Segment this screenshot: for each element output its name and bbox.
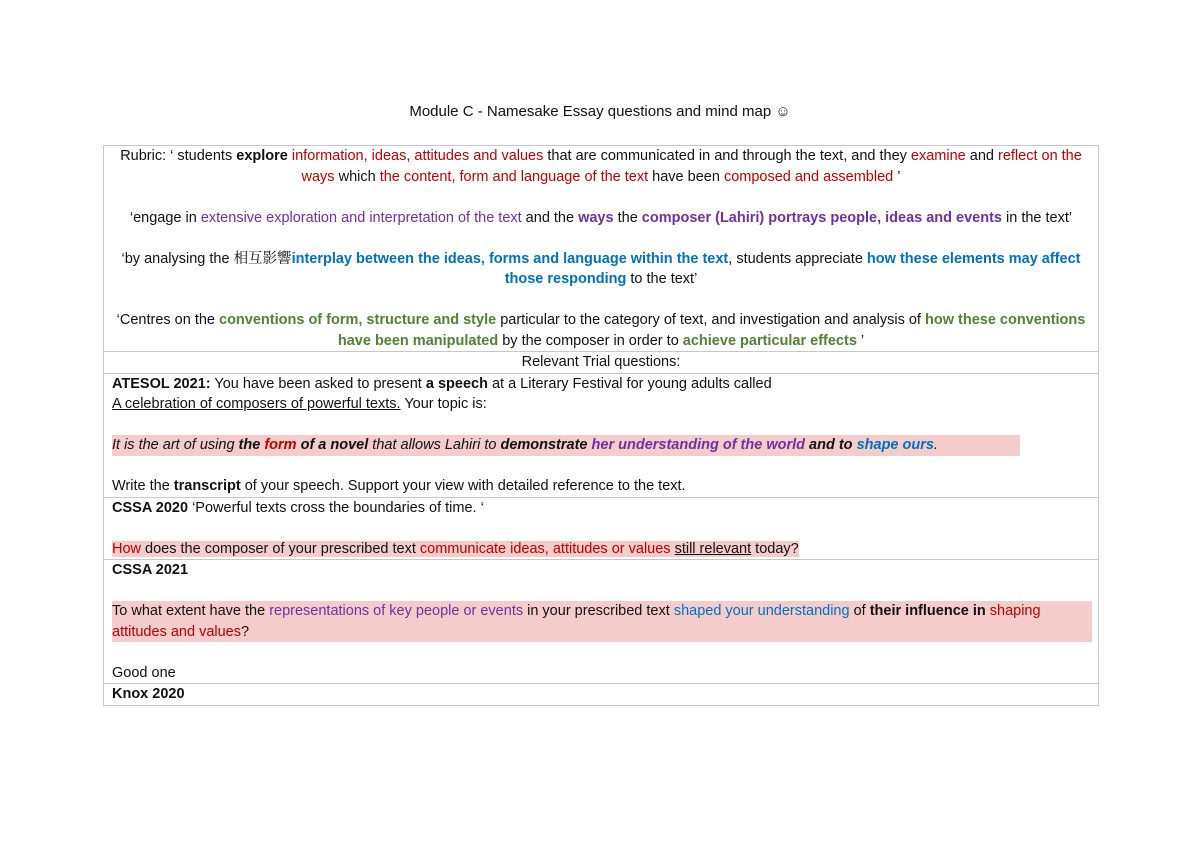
cssa-2020-row <box>104 497 1098 560</box>
cssa-2021-shaped: shaped your understanding <box>673 603 850 619</box>
rubric-elements: how these elements may affect those responding <box>504 250 1081 287</box>
atesol-question-shape: shape ours <box>856 437 934 453</box>
cssa-2021-text: To what extent have the <box>112 603 270 619</box>
atesol-question <box>112 435 1020 456</box>
cssa-2020-communicate: communicate ideas, attitudes or values <box>419 540 671 557</box>
atesol-question-the: the <box>238 437 265 453</box>
page-title: Module C - Namesake Essay questions and mind map ☺ <box>409 103 791 120</box>
rubric-text: that are communicated in and through the text, and they <box>543 148 911 164</box>
rubric-explore: explore <box>236 148 288 164</box>
atesol-question-and: and to <box>805 437 857 453</box>
rubric-composer: composer (Lahiri) portrays people, ideas and events <box>641 209 1002 226</box>
rubric-exploration: extensive exploration and interpretation of the text <box>200 209 522 226</box>
knox-label: Knox 2020 <box>112 686 185 702</box>
rubric-text: the <box>613 209 642 226</box>
cssa-2021-influence: their influence in <box>869 603 990 619</box>
rubric-chinese-annotation: 相互影響 <box>233 250 292 267</box>
rubric-paragraph-3 <box>112 249 1090 290</box>
cssa-2021-note: Good one <box>112 664 176 681</box>
atesol-text: Write the <box>112 478 174 494</box>
atesol-celebration: A celebration of composers of powerful texts. <box>112 396 401 412</box>
rubric-manipulated: how these conventions have been manipulated <box>337 312 1086 349</box>
rubric-paragraph-4 <box>112 310 1090 351</box>
rubric-ways: ways <box>578 209 614 226</box>
cssa-2020-relevant: still relevant <box>674 540 752 557</box>
rubric-info-ideas: information, ideas, attitudes and values <box>291 148 544 164</box>
rubric-text: ‘by analysing the <box>121 250 234 267</box>
rubric-paragraph-2 <box>112 208 1090 229</box>
atesol-question-novel: of a novel <box>296 437 369 453</box>
atesol-text: at a Literary Festival for young adults called <box>487 375 772 392</box>
rubric-examine: examine <box>910 148 966 164</box>
atesol-row <box>104 373 1098 497</box>
rubric-row <box>104 146 1098 351</box>
rubric-interplay: interplay between the ideas, forms and language within the text <box>291 250 729 267</box>
atesol-text: of your speech. Support your view with detailed reference to the text. <box>240 478 686 494</box>
relevant-header: Relevant Trial questions: <box>104 351 1098 373</box>
rubric-reflect: reflect on the ways <box>301 148 1082 185</box>
rubric-text: ‘engage in <box>129 209 201 226</box>
cssa-2021-of: of <box>849 603 870 619</box>
atesol-label: ATESOL 2021: <box>112 375 211 392</box>
rubric-text: to the text’ <box>626 271 698 287</box>
rubric-text: have been <box>648 168 724 185</box>
atesol-question-world: her understanding of the world <box>591 437 806 453</box>
cssa-2020-label: CSSA 2020 <box>112 499 189 516</box>
atesol-text: You have been asked to present <box>210 375 426 392</box>
cssa-2021-representations: representations of key people or events <box>269 603 524 619</box>
rubric-text: ’ <box>856 332 865 349</box>
rubric-content-form: the content, form and language of the text <box>379 168 649 185</box>
rubric-text: , students appreciate <box>728 250 867 267</box>
rubric-conventions: conventions of form, structure and style <box>219 312 497 328</box>
rubric-text: in the text’ <box>1001 209 1073 226</box>
cssa-2020-how: How <box>112 540 142 557</box>
cssa-2021-text: in your prescribed text <box>523 603 674 619</box>
cssa-2020-quote: ‘Powerful texts cross the boundaries of time. ‘ <box>188 499 484 516</box>
rubric-text: Rubric: ‘ students <box>120 148 237 164</box>
rubric-text: particular to the category of text, and investigation and analysis of <box>496 312 925 328</box>
atesol-question-demonstrate: demonstrate <box>500 437 588 453</box>
cssa-2021-question <box>112 601 1092 642</box>
cssa-2020-text: does the composer of your prescribed text <box>141 540 420 557</box>
rubric-text: by the composer in order to <box>498 332 683 349</box>
cssa-2021-label: CSSA 2021 <box>112 562 189 578</box>
atesol-question-text: It is the art of using <box>112 437 239 453</box>
rubric-text: and the <box>521 209 579 226</box>
rubric-text: ‘Centres on the <box>116 312 220 328</box>
rubric-paragraph-1 <box>112 146 1090 187</box>
atesol-question-period: . <box>933 437 938 453</box>
atesol-text: Your topic is: <box>400 396 487 412</box>
rubric-composed: composed and assembled <box>723 168 894 185</box>
rubric-effects: achieve particular effects <box>682 332 857 349</box>
atesol-speech: a speech <box>425 375 488 392</box>
questions-table <box>103 145 1099 706</box>
atesol-question-text: that allows Lahiri to <box>368 437 501 453</box>
rubric-text: and <box>965 148 998 164</box>
atesol-question-form: form <box>264 437 297 453</box>
atesol-transcript: transcript <box>173 478 241 494</box>
cssa-2021-shaping: shaping attitudes and values <box>112 603 1041 640</box>
knox-row <box>104 683 1098 705</box>
rubric-text: which <box>334 168 380 185</box>
rubric-text: ’ <box>893 168 901 185</box>
cssa-2021-qmark: ? <box>240 623 250 640</box>
cssa-2020-question <box>112 541 799 557</box>
cssa-2021-row <box>104 559 1098 683</box>
cssa-2020-today: today? <box>751 540 799 557</box>
